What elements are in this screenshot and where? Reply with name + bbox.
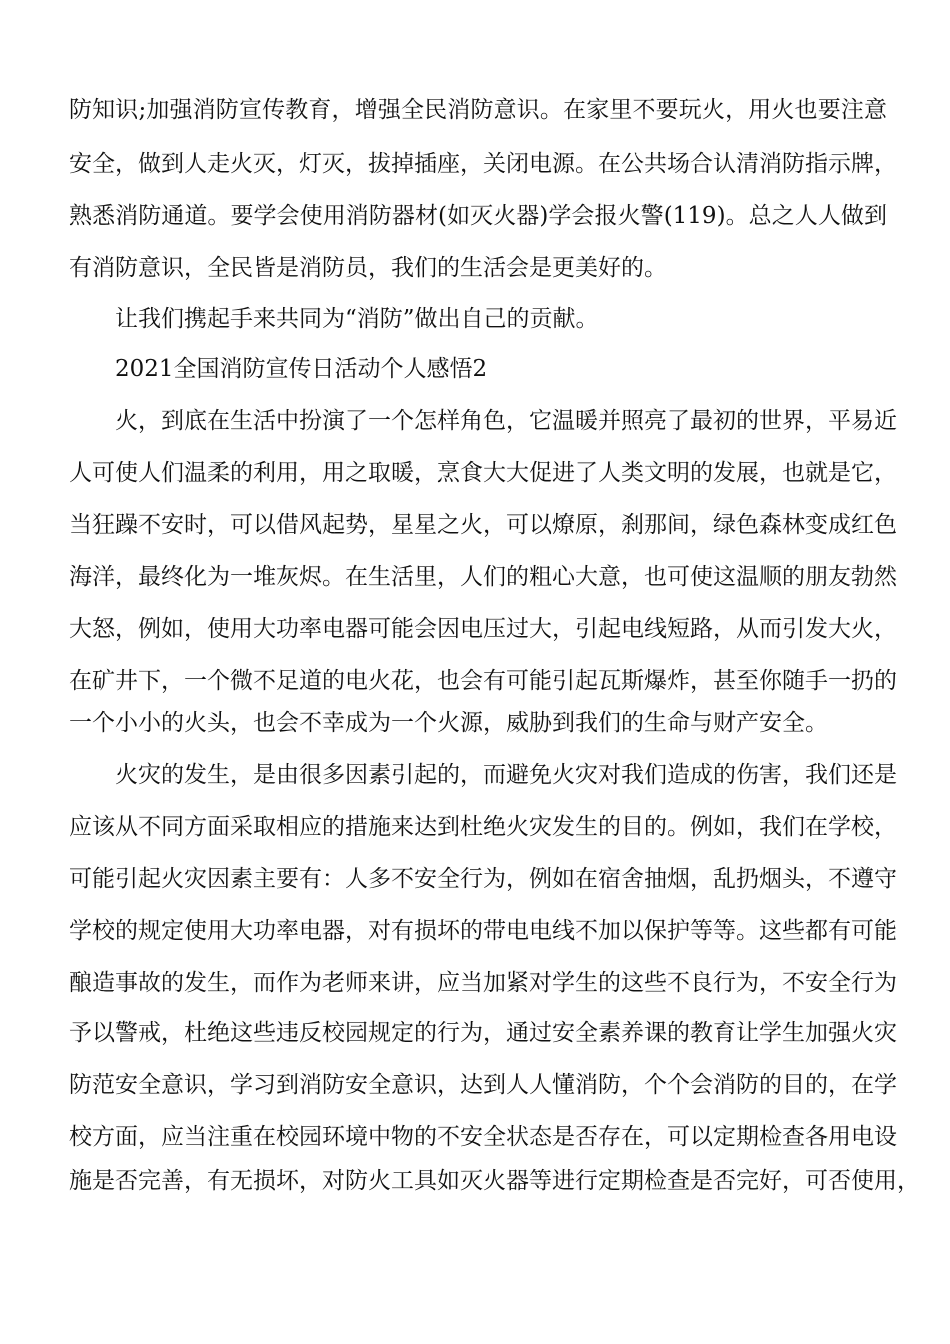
paragraph-1-line-1: 防知识;加强消防宣传教育，增强全民消防意识。在家里不要玩火，用火也要注意 bbox=[69, 97, 887, 123]
paragraph-4-line-3: 可能引起火灾因素主要有：人多不安全行为，例如在宿舍抽烟，乱扔烟头，不遵守 bbox=[69, 866, 897, 892]
paragraph-1-line-2: 安全，做到人走火灭，灯灭，拔掉插座，关闭电源。在公共场合认清消防指示牌， bbox=[69, 151, 897, 177]
paragraph-1-line-4: 有消防意识，全民皆是消防员，我们的生活会是更美好的。 bbox=[69, 255, 667, 281]
paragraph-4-line-8: 校方面，应当注重在校园环境中物的不安全状态是否存在，可以定期检查各用电设 bbox=[69, 1124, 897, 1150]
paragraph-2-line-1: 让我们携起手来共同为“消防”做出自己的贡献。 bbox=[115, 306, 599, 332]
paragraph-3-line-5: 大怒，例如，使用大功率电器可能会因电压过大，引起电线短路，从而引发大火， bbox=[69, 616, 897, 642]
paragraph-1-line-3: 熟悉消防通道。要学会使用消防器材(如灭火器)学会报火警(119)。总之人人做到 bbox=[69, 203, 887, 229]
paragraph-3-line-1: 火，到底在生活中扮演了一个怎样角色，它温暖并照亮了最初的世界，平易近 bbox=[115, 408, 897, 434]
paragraph-4-line-1: 火灾的发生，是由很多因素引起的，而避免火灾对我们造成的伤害，我们还是 bbox=[115, 762, 897, 788]
paragraph-3-line-7: 一个小小的火头，也会不幸成为一个火源，威胁到我们的生命与财产安全。 bbox=[69, 710, 828, 736]
paragraph-3-line-6: 在矿井下，一个微不足道的电火花，也会有可能引起瓦斯爆炸，甚至你随手一扔的 bbox=[69, 668, 897, 694]
paragraph-4-line-5: 酿造事故的发生，而作为老师来讲，应当加紧对学生的这些不良行为，不安全行为 bbox=[69, 970, 897, 996]
paragraph-3-line-2: 人可使人们温柔的利用，用之取暖，烹食大大促进了人类文明的发展，也就是它， bbox=[69, 460, 897, 486]
paragraph-4-line-9: 施是否完善，有无损坏，对防火工具如灭火器等进行定期检查是否完好，可否使用， bbox=[69, 1168, 920, 1194]
paragraph-4-line-4: 学校的规定使用大功率电器，对有损坏的带电电线不加以保护等等。这些都有可能 bbox=[69, 918, 897, 944]
paragraph-3-line-4: 海洋，最终化为一堆灰烬。在生活里，人们的粗心大意，也可使这温顺的朋友勃然 bbox=[69, 564, 897, 590]
paragraph-4-line-6: 予以警戒，杜绝这些违反校园规定的行为，通过安全素养课的教育让学生加强火灾 bbox=[69, 1020, 897, 1046]
paragraph-4-line-7: 防范安全意识，学习到消防安全意识，达到人人懂消防，个个会消防的目的，在学 bbox=[69, 1072, 897, 1098]
paragraph-4-line-2: 应该从不同方面采取相应的措施来达到杜绝火灾发生的目的。例如，我们在学校， bbox=[69, 814, 897, 840]
section-heading: 2021全国消防宣传日活动个人感悟2 bbox=[115, 356, 488, 382]
paragraph-3-line-3: 当狂躁不安时，可以借风起势，星星之火，可以燎原，刹那间，绿色森林变成红色 bbox=[69, 512, 897, 538]
